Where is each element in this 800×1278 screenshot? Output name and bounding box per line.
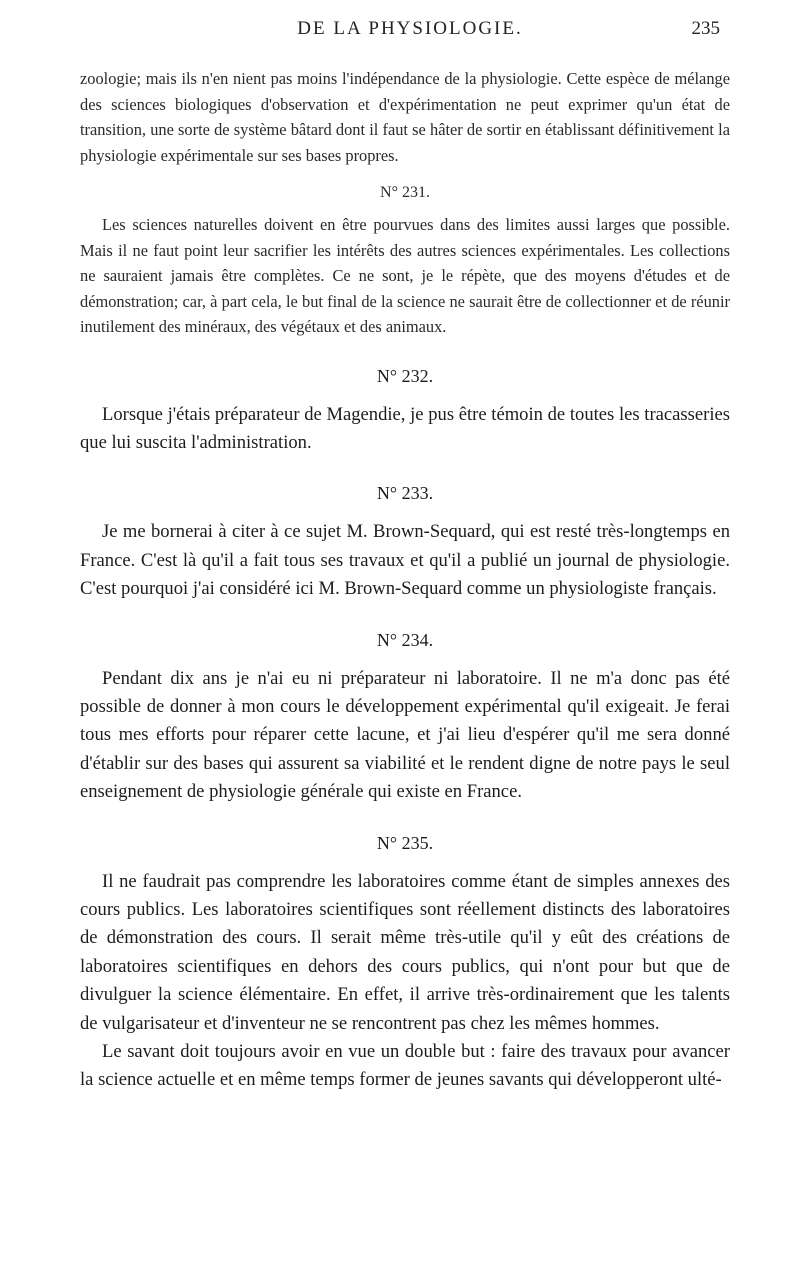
note-235-paragraph-1: Il ne faudrait pas comprendre les laboratoires comme étant de simples annexes des cours publics. Les laboratoires scientifiques sont réellement distincts des laboratoires de démonstration des cours. Il serait même très-utile qu'il y eût des créations de laboratoires scientifiques en dehors des cours publics, qui n'ont pour but que de divulguer la science élémentaire. En effet, il arrive très-ordinairement que les talents de vulgarisateur et d'inventeur ne se rencontrent pas chez les mêmes hommes. <box>80 870 730 1034</box>
note-232-paragraph: Lorsque j'étais préparateur de Magendie, je pus être témoin de toutes les tracasseries que lui suscita l'administration. <box>80 403 730 453</box>
page-body <box>80 66 730 1095</box>
running-title: DE LA PHYSIOLOGIE. <box>297 18 523 39</box>
note-number-235: N° 235. <box>376 832 434 853</box>
note-number-231: N° 231. <box>380 184 430 201</box>
note-number-234: N° 234. <box>376 629 434 650</box>
note-235-paragraph-2: Le savant doit toujours avoir en vue un double but : faire des travaux pour avancer la science actuelle et en même temps former de jeunes savants qui développeront ulté- <box>80 1041 730 1091</box>
page-header <box>0 18 800 48</box>
note-233-paragraph: Je me bornerai à citer à ce sujet M. Brown-Sequard, qui est resté très-longtemps en France. C'est là qu'il a fait tous ses travaux et qu'il a publié un journal de physiologie. C'est pourquoi j'ai considéré ici M. Brown-Sequard comme un physiologiste français. <box>80 521 730 600</box>
note-234-paragraph: Pendant dix ans je n'ai eu ni préparateur ni laboratoire. Il ne m'a donc pas été possible de donner à mon cours le développement expérimental qu'il exigeait. Je ferai tous mes efforts pour réparer cette lacune, et j'ai lieu d'espérer qu'il me sera donné d'établir sur des bases qui assurent sa viabilité et le rendent digne de notre pays le seul enseignement de physiologie générale qui existe en France. <box>80 667 730 803</box>
note-number-233: N° 233. <box>376 483 434 504</box>
small-print-block <box>80 66 730 340</box>
page-number: 235 <box>691 18 720 39</box>
note-231-paragraph: Les sciences naturelles doivent en être pourvues dans des limites aussi larges que possible. Mais il ne faut point leur sacrifier les intérêts des autres sciences expérimentales. Les collections ne sauraient jamais être complètes. Ce ne sont, je le répète, que des moyens d'études et de démonstration; car, à part cela, le but final de la science ne saurait être de collectionner et de réunir inutilement des minéraux, des végétaux et des animaux. <box>80 215 730 336</box>
large-print-block <box>80 366 730 1095</box>
note-number-232: N° 232. <box>376 365 434 386</box>
intro-paragraph: zoologie; mais ils n'en nient pas moins l'indépendance de la physiologie. Cette espèce de mélange des sciences biologiques d'observation et d'expérimentation ne peut exprimer qu'un état de transition, une sorte de système bâtard dont il faut se hâter de sortir en établissant définitivement la physiologie expérimentale sur ses bases propres. <box>80 69 730 165</box>
